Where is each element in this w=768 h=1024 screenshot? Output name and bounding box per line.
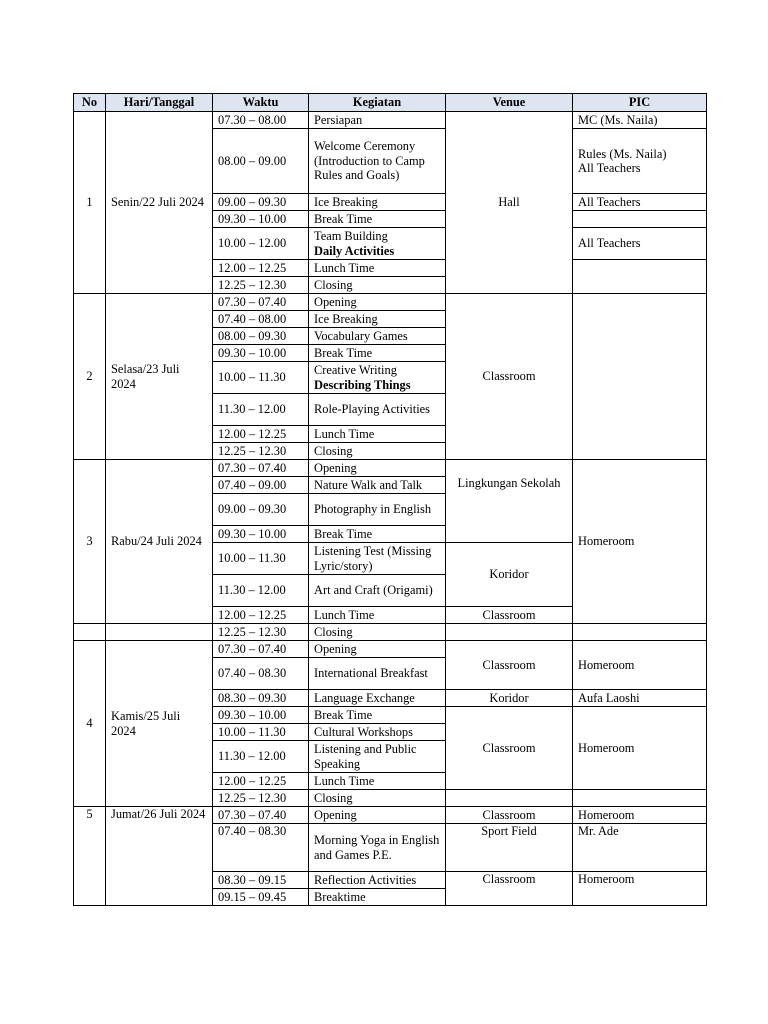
venue-cell [446,790,573,807]
time-cell: 07.40 – 09.00 [213,477,309,494]
time-cell: 07.40 – 08.30 [213,658,309,690]
venue-cell: Classroom [446,294,573,460]
venue-cell: Koridor [446,690,573,707]
time-cell: 09.30 – 10.00 [213,707,309,724]
day-number: 3 [74,460,106,624]
activity-cell: Art and Craft (Origami) [309,575,446,607]
header-venue: Venue [446,94,573,112]
venue-cell: Classroom [446,872,573,906]
time-cell: 12.00 – 12.25 [213,260,309,277]
pic-cell: Homeroom [573,807,707,824]
activity-cell: Opening [309,294,446,311]
activity-cell: Reflection Activities [309,872,446,889]
pic-cell: Homeroom [573,641,707,690]
activity-cell: Cultural Workshops [309,724,446,741]
venue-cell: Koridor [446,543,573,607]
activity-cell: Closing [309,443,446,460]
activity-cell: International Breakfast [309,658,446,690]
time-cell: 09.15 – 09.45 [213,889,309,906]
activity-cell: Opening [309,641,446,658]
table-row [74,460,707,477]
pic-cell [573,260,707,294]
activity-cell: Break Time [309,211,446,228]
activity-cell: Vocabulary Games [309,328,446,345]
time-cell: 09.30 – 10.00 [213,345,309,362]
time-cell: 07.30 – 08.00 [213,112,309,129]
day-date [106,624,213,641]
pic-cell: All Teachers [573,228,707,260]
schedule-table [73,93,707,906]
pic-cell: Aufa Laoshi [573,690,707,707]
header-activity: Kegiatan [309,94,446,112]
activity-cell: Photography in English [309,494,446,526]
activity-cell: Lunch Time [309,426,446,443]
activity-line: Creative Writing [314,363,397,377]
activity-cell: Lunch Time [309,773,446,790]
activity-cell: Break Time [309,707,446,724]
activity-cell [309,362,446,394]
day-date: Rabu/24 Juli 2024 [106,460,213,624]
pic-cell: MC (Ms. Naila) [573,112,707,129]
time-cell: 07.40 – 08.00 [213,311,309,328]
venue-cell: Classroom [446,641,573,690]
time-cell: 08.00 – 09.30 [213,328,309,345]
table-row [74,294,707,311]
time-cell: 08.30 – 09.15 [213,872,309,889]
pic-cell [573,624,707,641]
pic-cell: Homeroom [573,460,707,624]
header-no: No [74,94,106,112]
activity-cell: Opening [309,460,446,477]
venue-cell: Sport Field [446,824,573,872]
activity-cell: Morning Yoga in English and Games P.E. [309,824,446,872]
time-cell: 11.30 – 12.00 [213,741,309,773]
venue-cell: Hall [446,112,573,294]
header-time: Waktu [213,94,309,112]
activity-focus: Daily Activities [314,243,395,258]
venue-cell: Classroom [446,707,573,790]
time-cell: 08.00 – 09.00 [213,129,309,194]
activity-cell: Persiapan [309,112,446,129]
pic-cell: Homeroom [573,707,707,790]
time-cell: 12.25 – 12.30 [213,790,309,807]
day-number: 2 [74,294,106,460]
time-cell: 09.30 – 10.00 [213,526,309,543]
time-cell: 10.00 – 11.30 [213,543,309,575]
time-cell: 12.00 – 12.25 [213,773,309,790]
time-cell: 07.30 – 07.40 [213,641,309,658]
activity-cell: Listening Test (Missing Lyric/story) [309,543,446,575]
activity-cell: Closing [309,624,446,641]
header-row [74,94,707,112]
header-date: Hari/Tanggal [106,94,213,112]
day-number [74,624,106,641]
day-number: 5 [74,807,106,906]
time-cell: 07.40 – 08.30 [213,824,309,872]
activity-cell: Lunch Time [309,607,446,624]
time-cell: 07.30 – 07.40 [213,294,309,311]
activity-cell: Ice Breaking [309,194,446,211]
activity-cell: Closing [309,790,446,807]
time-cell: 07.30 – 07.40 [213,807,309,824]
table-row [74,807,707,824]
venue-cell: Lingkungan Sekolah [446,460,573,543]
table-row [74,624,707,641]
activity-focus: Describing Things [314,377,411,392]
activity-cell: Breaktime [309,889,446,906]
time-cell: 11.30 – 12.00 [213,394,309,426]
pic-cell: Homeroom [573,872,707,906]
activity-cell: Closing [309,277,446,294]
pic-cell: Mr. Ade [573,824,707,872]
activity-line: Team Building [314,229,388,243]
time-cell: 10.00 – 11.30 [213,362,309,394]
activity-cell: Break Time [309,345,446,362]
day-date: Kamis/25 Juli 2024 [106,641,213,807]
time-cell: 12.25 – 12.30 [213,277,309,294]
time-cell: 10.00 – 12.00 [213,228,309,260]
pic-cell [573,790,707,807]
pic-line: All Teachers [578,161,641,175]
activity-cell: Ice Breaking [309,311,446,328]
table-row [74,112,707,129]
activity-cell: Nature Walk and Talk [309,477,446,494]
time-cell: 12.00 – 12.25 [213,426,309,443]
pic-cell: All Teachers [573,194,707,211]
pic-cell [573,294,707,460]
activity-cell: Listening and Public Speaking [309,741,446,773]
pic-cell [573,211,707,228]
time-cell: 08.30 – 09.30 [213,690,309,707]
day-number: 1 [74,112,106,294]
day-date: Senin/22 Juli 2024 [106,112,213,294]
pic-cell [573,129,707,194]
time-cell: 11.30 – 12.00 [213,575,309,607]
pic-line: Rules (Ms. Naila) [578,146,667,161]
time-cell: 10.00 – 11.30 [213,724,309,741]
table-row [74,641,707,658]
activity-cell: Opening [309,807,446,824]
time-cell: 12.00 – 12.25 [213,607,309,624]
day-date: Jumat/26 Juli 2024 [106,807,213,906]
venue-cell [446,624,573,641]
time-cell: 12.25 – 12.30 [213,443,309,460]
activity-cell: Break Time [309,526,446,543]
time-cell: 09.30 – 10.00 [213,211,309,228]
activity-cell: Welcome Ceremony (Introduction to Camp Rules and Goals) [309,129,446,194]
time-cell: 09.00 – 09.30 [213,494,309,526]
venue-cell: Classroom [446,807,573,824]
day-number: 4 [74,641,106,807]
time-cell: 09.00 – 09.30 [213,194,309,211]
activity-cell [309,228,446,260]
time-cell: 12.25 – 12.30 [213,624,309,641]
venue-cell: Classroom [446,607,573,624]
time-cell: 07.30 – 07.40 [213,460,309,477]
activity-cell: Language Exchange [309,690,446,707]
day-date: Selasa/23 Juli 2024 [106,294,213,460]
activity-cell: Role-Playing Activities [309,394,446,426]
activity-cell: Lunch Time [309,260,446,277]
header-pic: PIC [573,94,707,112]
